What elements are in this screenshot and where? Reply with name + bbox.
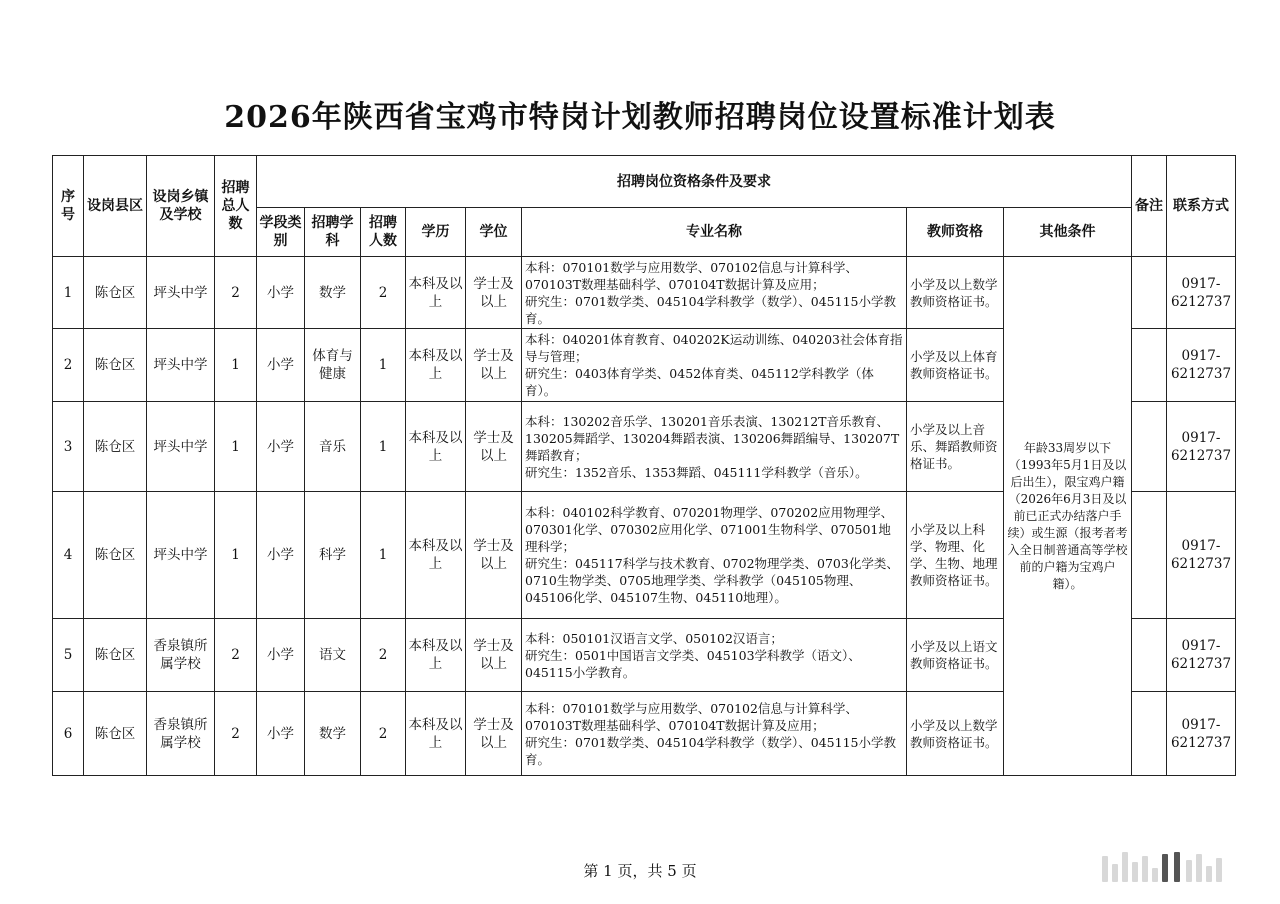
header-row-1 xyxy=(53,156,1236,208)
recruitment-plan-table xyxy=(52,155,1236,776)
cell-seq: 4 xyxy=(53,492,84,619)
cell-county: 陈仓区 xyxy=(84,329,147,402)
cell-subject: 语文 xyxy=(305,619,361,692)
cell-county: 陈仓区 xyxy=(84,402,147,492)
cell-remark xyxy=(1132,692,1167,776)
cell-degree: 学士及以上 xyxy=(466,257,522,329)
header-total: 招聘总人数 xyxy=(215,156,257,257)
cell-remark xyxy=(1132,492,1167,619)
cell-school: 坪头中学 xyxy=(147,492,215,619)
cell-major: 本科：040102科学教育、070201物理学、070202应用物理学、070301化学、070302应用化学、071001生物科学、070501地理科学； 研究生：045117科学与技术教育、0702物理学类、0703化学类、0710生物学类、0705地理学类、学科教学（045105物理、045106化学、045107生物、045110地理）。 xyxy=(522,492,907,619)
header-major: 专业名称 xyxy=(522,208,907,257)
document-title: 2026年陕西省宝鸡市特岗计划教师招聘岗位设置标准计划表 xyxy=(224,100,1056,135)
cell-contact: 0917-6212737 xyxy=(1167,402,1236,492)
header-education: 学历 xyxy=(406,208,466,257)
header-remark: 备注 xyxy=(1132,156,1167,257)
cell-education: 本科及以上 xyxy=(406,619,466,692)
cell-education: 本科及以上 xyxy=(406,257,466,329)
cell-remark xyxy=(1132,402,1167,492)
cell-total: 1 xyxy=(215,492,257,619)
cell-total: 2 xyxy=(215,257,257,329)
cell-contact: 0917-6212737 xyxy=(1167,329,1236,402)
cell-qualification: 小学及以上数学教师资格证书。 xyxy=(907,692,1004,776)
cell-other-conditions: 年龄33周岁以下（1993年5月1日及以后出生），限宝鸡户籍（2026年6月3日及以前已正式办结落户手续）或生源（报考者考入全日制普通高等学校前的户籍为宝鸡户籍）。 xyxy=(1004,257,1132,776)
header-degree: 学位 xyxy=(466,208,522,257)
cell-school: 香泉镇所属学校 xyxy=(147,692,215,776)
cell-count: 1 xyxy=(361,329,406,402)
cell-school: 坪头中学 xyxy=(147,257,215,329)
header-other: 其他条件 xyxy=(1004,208,1132,257)
cell-total: 1 xyxy=(215,402,257,492)
header-stage: 学段类别 xyxy=(257,208,305,257)
header-qualification: 教师资格 xyxy=(907,208,1004,257)
cell-contact: 0917-6212737 xyxy=(1167,492,1236,619)
header-county: 设岗县区 xyxy=(84,156,147,257)
cell-contact: 0917-6212737 xyxy=(1167,619,1236,692)
cell-qualification: 小学及以上语文教师资格证书。 xyxy=(907,619,1004,692)
cell-subject: 数学 xyxy=(305,257,361,329)
cell-stage: 小学 xyxy=(257,329,305,402)
cell-county: 陈仓区 xyxy=(84,492,147,619)
cell-count: 2 xyxy=(361,257,406,329)
header-requirements: 招聘岗位资格条件及要求 xyxy=(257,156,1132,208)
cell-qualification: 小学及以上数学教师资格证书。 xyxy=(907,257,1004,329)
cell-remark xyxy=(1132,257,1167,329)
cell-degree: 学士及以上 xyxy=(466,619,522,692)
cell-remark xyxy=(1132,329,1167,402)
header-school: 设岗乡镇及学校 xyxy=(147,156,215,257)
cell-seq: 2 xyxy=(53,329,84,402)
cell-school: 香泉镇所属学校 xyxy=(147,619,215,692)
cell-total: 1 xyxy=(215,329,257,402)
cell-stage: 小学 xyxy=(257,692,305,776)
cell-degree: 学士及以上 xyxy=(466,402,522,492)
cell-education: 本科及以上 xyxy=(406,692,466,776)
cell-qualification: 小学及以上体育教师资格证书。 xyxy=(907,329,1004,402)
cell-total: 2 xyxy=(215,619,257,692)
cell-county: 陈仓区 xyxy=(84,257,147,329)
cell-county: 陈仓区 xyxy=(84,619,147,692)
header-subject: 招聘学科 xyxy=(305,208,361,257)
cell-school: 坪头中学 xyxy=(147,402,215,492)
cell-qualification: 小学及以上音乐、舞蹈教师资格证书。 xyxy=(907,402,1004,492)
cell-count: 2 xyxy=(361,692,406,776)
cell-major: 本科：070101数学与应用数学、070102信息与计算科学、070103T数理基础科学、070104T数据计算及应用； 研究生：0701数学类、045104学科教学（数学）、045115小学教育。 xyxy=(522,257,907,329)
cell-total: 2 xyxy=(215,692,257,776)
header-count: 招聘人数 xyxy=(361,208,406,257)
cell-seq: 5 xyxy=(53,619,84,692)
cell-major: 本科：130202音乐学、130201音乐表演、130212T音乐教育、130205舞蹈学、130204舞蹈表演、130206舞蹈编导、130207T舞蹈教育； 研究生：1352音乐、1353舞蹈、045111学科教学（音乐）。 xyxy=(522,402,907,492)
cell-seq: 6 xyxy=(53,692,84,776)
cell-count: 1 xyxy=(361,402,406,492)
cell-degree: 学士及以上 xyxy=(466,692,522,776)
table-row xyxy=(53,257,1236,329)
cell-subject: 音乐 xyxy=(305,402,361,492)
cell-seq: 1 xyxy=(53,257,84,329)
cell-subject: 科学 xyxy=(305,492,361,619)
cell-remark xyxy=(1132,619,1167,692)
cell-education: 本科及以上 xyxy=(406,492,466,619)
cell-subject: 数学 xyxy=(305,692,361,776)
cell-seq: 3 xyxy=(53,402,84,492)
cell-school: 坪头中学 xyxy=(147,329,215,402)
cell-education: 本科及以上 xyxy=(406,402,466,492)
cell-subject: 体育与健康 xyxy=(305,329,361,402)
cell-major: 本科：050101汉语言文学、050102汉语言； 研究生：0501中国语言文学类、045103学科教学（语文）、045115小学教育。 xyxy=(522,619,907,692)
cell-stage: 小学 xyxy=(257,257,305,329)
cell-count: 2 xyxy=(361,619,406,692)
cell-county: 陈仓区 xyxy=(84,692,147,776)
cell-contact: 0917-6212737 xyxy=(1167,257,1236,329)
cell-major: 本科：040201体育教育、040202K运动训练、040203社会体育指导与管理； 研究生：0403体育学类、0452体育类、045112学科教学（体育）。 xyxy=(522,329,907,402)
cell-stage: 小学 xyxy=(257,402,305,492)
cell-education: 本科及以上 xyxy=(406,329,466,402)
cell-degree: 学士及以上 xyxy=(466,329,522,402)
page-number: 第 1 页，共 5 页 xyxy=(583,862,697,880)
cell-stage: 小学 xyxy=(257,492,305,619)
cell-degree: 学士及以上 xyxy=(466,492,522,619)
header-seq: 序号 xyxy=(53,156,84,257)
cell-stage: 小学 xyxy=(257,619,305,692)
cell-major: 本科：070101数学与应用数学、070102信息与计算科学、070103T数理基础科学、070104T数据计算及应用； 研究生：0701数学类、045104学科教学（数学）、045115小学教育。 xyxy=(522,692,907,776)
cell-contact: 0917-6212737 xyxy=(1167,692,1236,776)
header-contact: 联系方式 xyxy=(1167,156,1236,257)
cell-qualification: 小学及以上科学、物理、化学、生物、地理教师资格证书。 xyxy=(907,492,1004,619)
watermark-icon xyxy=(1100,848,1228,882)
cell-count: 1 xyxy=(361,492,406,619)
